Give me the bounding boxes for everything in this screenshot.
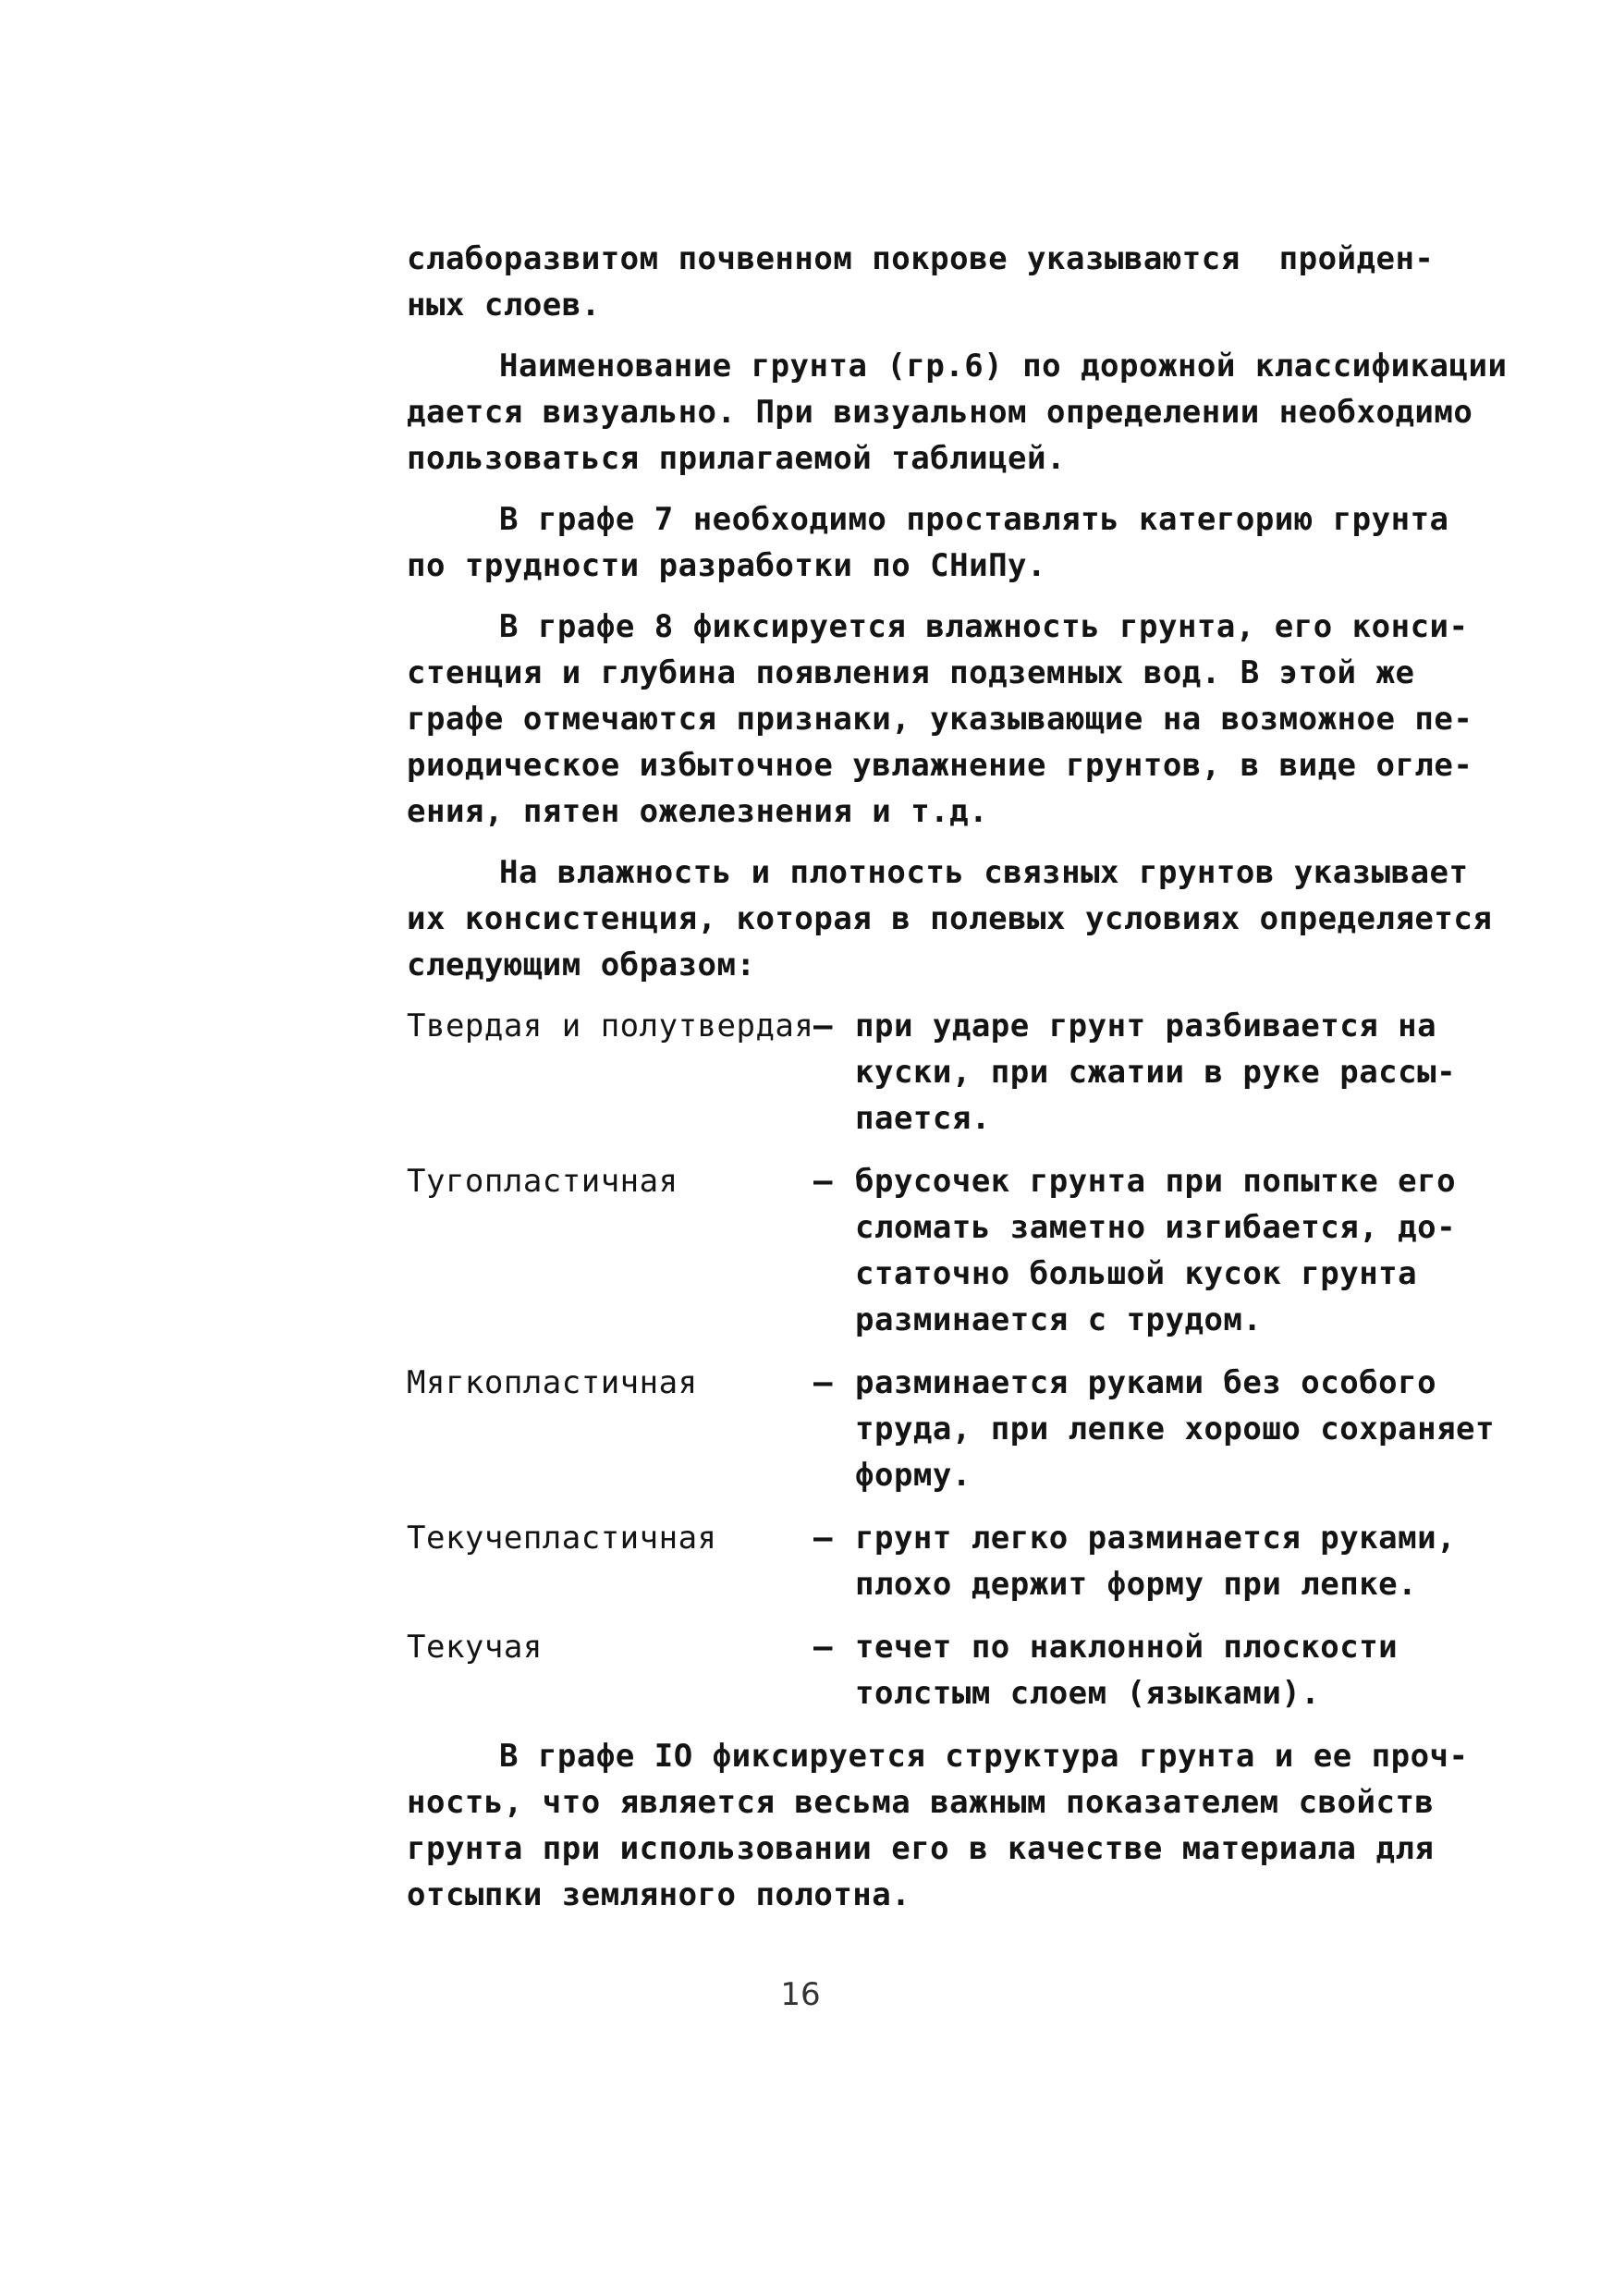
- text-line: пользоваться прилагаемой таблицей.: [407, 440, 1066, 477]
- paragraph-intro: [407, 236, 1497, 328]
- text-line: В графе 8 фиксируется влажность грунта, его конси-: [499, 608, 1469, 645]
- definition-dash: –: [813, 1520, 833, 1557]
- text-line: ных слоев.: [407, 287, 601, 324]
- definition-row: [407, 1003, 1497, 1142]
- paragraph-column-10: [407, 1733, 1497, 1918]
- text-line: В графе 7 необходимо проставлять категорию грунта: [499, 501, 1449, 538]
- definition-dash: –: [813, 1008, 833, 1044]
- definition-term: Текучая: [407, 1629, 543, 1666]
- definition-row: [407, 1624, 1497, 1716]
- text-line: следующим образом:: [407, 946, 756, 983]
- consistency-definitions: [407, 1003, 1497, 1716]
- definition-text: грунт легко разминается руками, плохо держит форму при лепке.: [855, 1520, 1457, 1603]
- text-line: ность, что является весьма важным показателем свойств: [407, 1784, 1435, 1821]
- definition-term: Твердая и полутвердая: [407, 1008, 814, 1044]
- text-line: дается визуально. При визуальном определении необходимо: [407, 394, 1473, 431]
- definition-term: Текучепластичная: [407, 1520, 717, 1557]
- document-page: [407, 236, 1508, 1933]
- definition-text: разминается руками без особого труда, при лепке хорошо сохраняет форму.: [855, 1364, 1496, 1494]
- text-line: слаборазвитом почвенном покрове указываются пройден-: [407, 240, 1435, 277]
- text-line: по трудности разработки по СНиПу.: [407, 547, 1047, 584]
- definition-row: [407, 1515, 1497, 1607]
- paragraph-column-7: [407, 496, 1497, 589]
- definition-term: Мягкопластичная: [407, 1364, 698, 1401]
- paragraph-column-8: [407, 604, 1497, 835]
- definition-text: при ударе грунт разбивается на куски, при сжатии в руке рассы- пается.: [855, 1008, 1457, 1137]
- text-line: ения, пятен ожелезнения и т.д.: [407, 793, 989, 830]
- text-line: Наименование грунта (гр.6) по дорожной классификации: [499, 348, 1508, 385]
- paragraph-consistency: [407, 849, 1497, 988]
- definition-dash: –: [813, 1629, 833, 1666]
- text-line: На влажность и плотность связных грунтов указывает: [499, 854, 1469, 891]
- page-number: 16: [780, 1976, 821, 2013]
- paragraph-column-6: [407, 343, 1508, 482]
- text-line: стенция и глубина появления подземных вод. В этой же: [407, 654, 1415, 691]
- definition-row: [407, 1158, 1497, 1343]
- text-line: графе отмечаются признаки, указывающие на возможное пе-: [407, 701, 1473, 738]
- definition-text: течет по наклонной плоскости толстым слоем (языками).: [855, 1629, 1399, 1712]
- text-line: грунта при использовании его в качестве материала для: [407, 1830, 1435, 1867]
- text-line: их консистенция, которая в полевых условиях определяется: [407, 900, 1493, 937]
- text-line: риодическое избыточное увлажнение грунтов, в виде огле-: [407, 747, 1473, 784]
- definition-dash: –: [813, 1364, 833, 1401]
- definition-row: [407, 1360, 1497, 1498]
- definition-text: брусочек грунта при попытке его сломать заметно изгибается, до- статочно большой кусок грунта разминается с трудом.: [855, 1163, 1457, 1338]
- text-line: В графе IO фиксируется структура грунта и ее проч-: [499, 1738, 1469, 1775]
- definition-term: Тугопластичная: [407, 1163, 678, 1200]
- definition-dash: –: [813, 1163, 833, 1200]
- text-line: отсыпки земляного полотна.: [407, 1876, 911, 1913]
